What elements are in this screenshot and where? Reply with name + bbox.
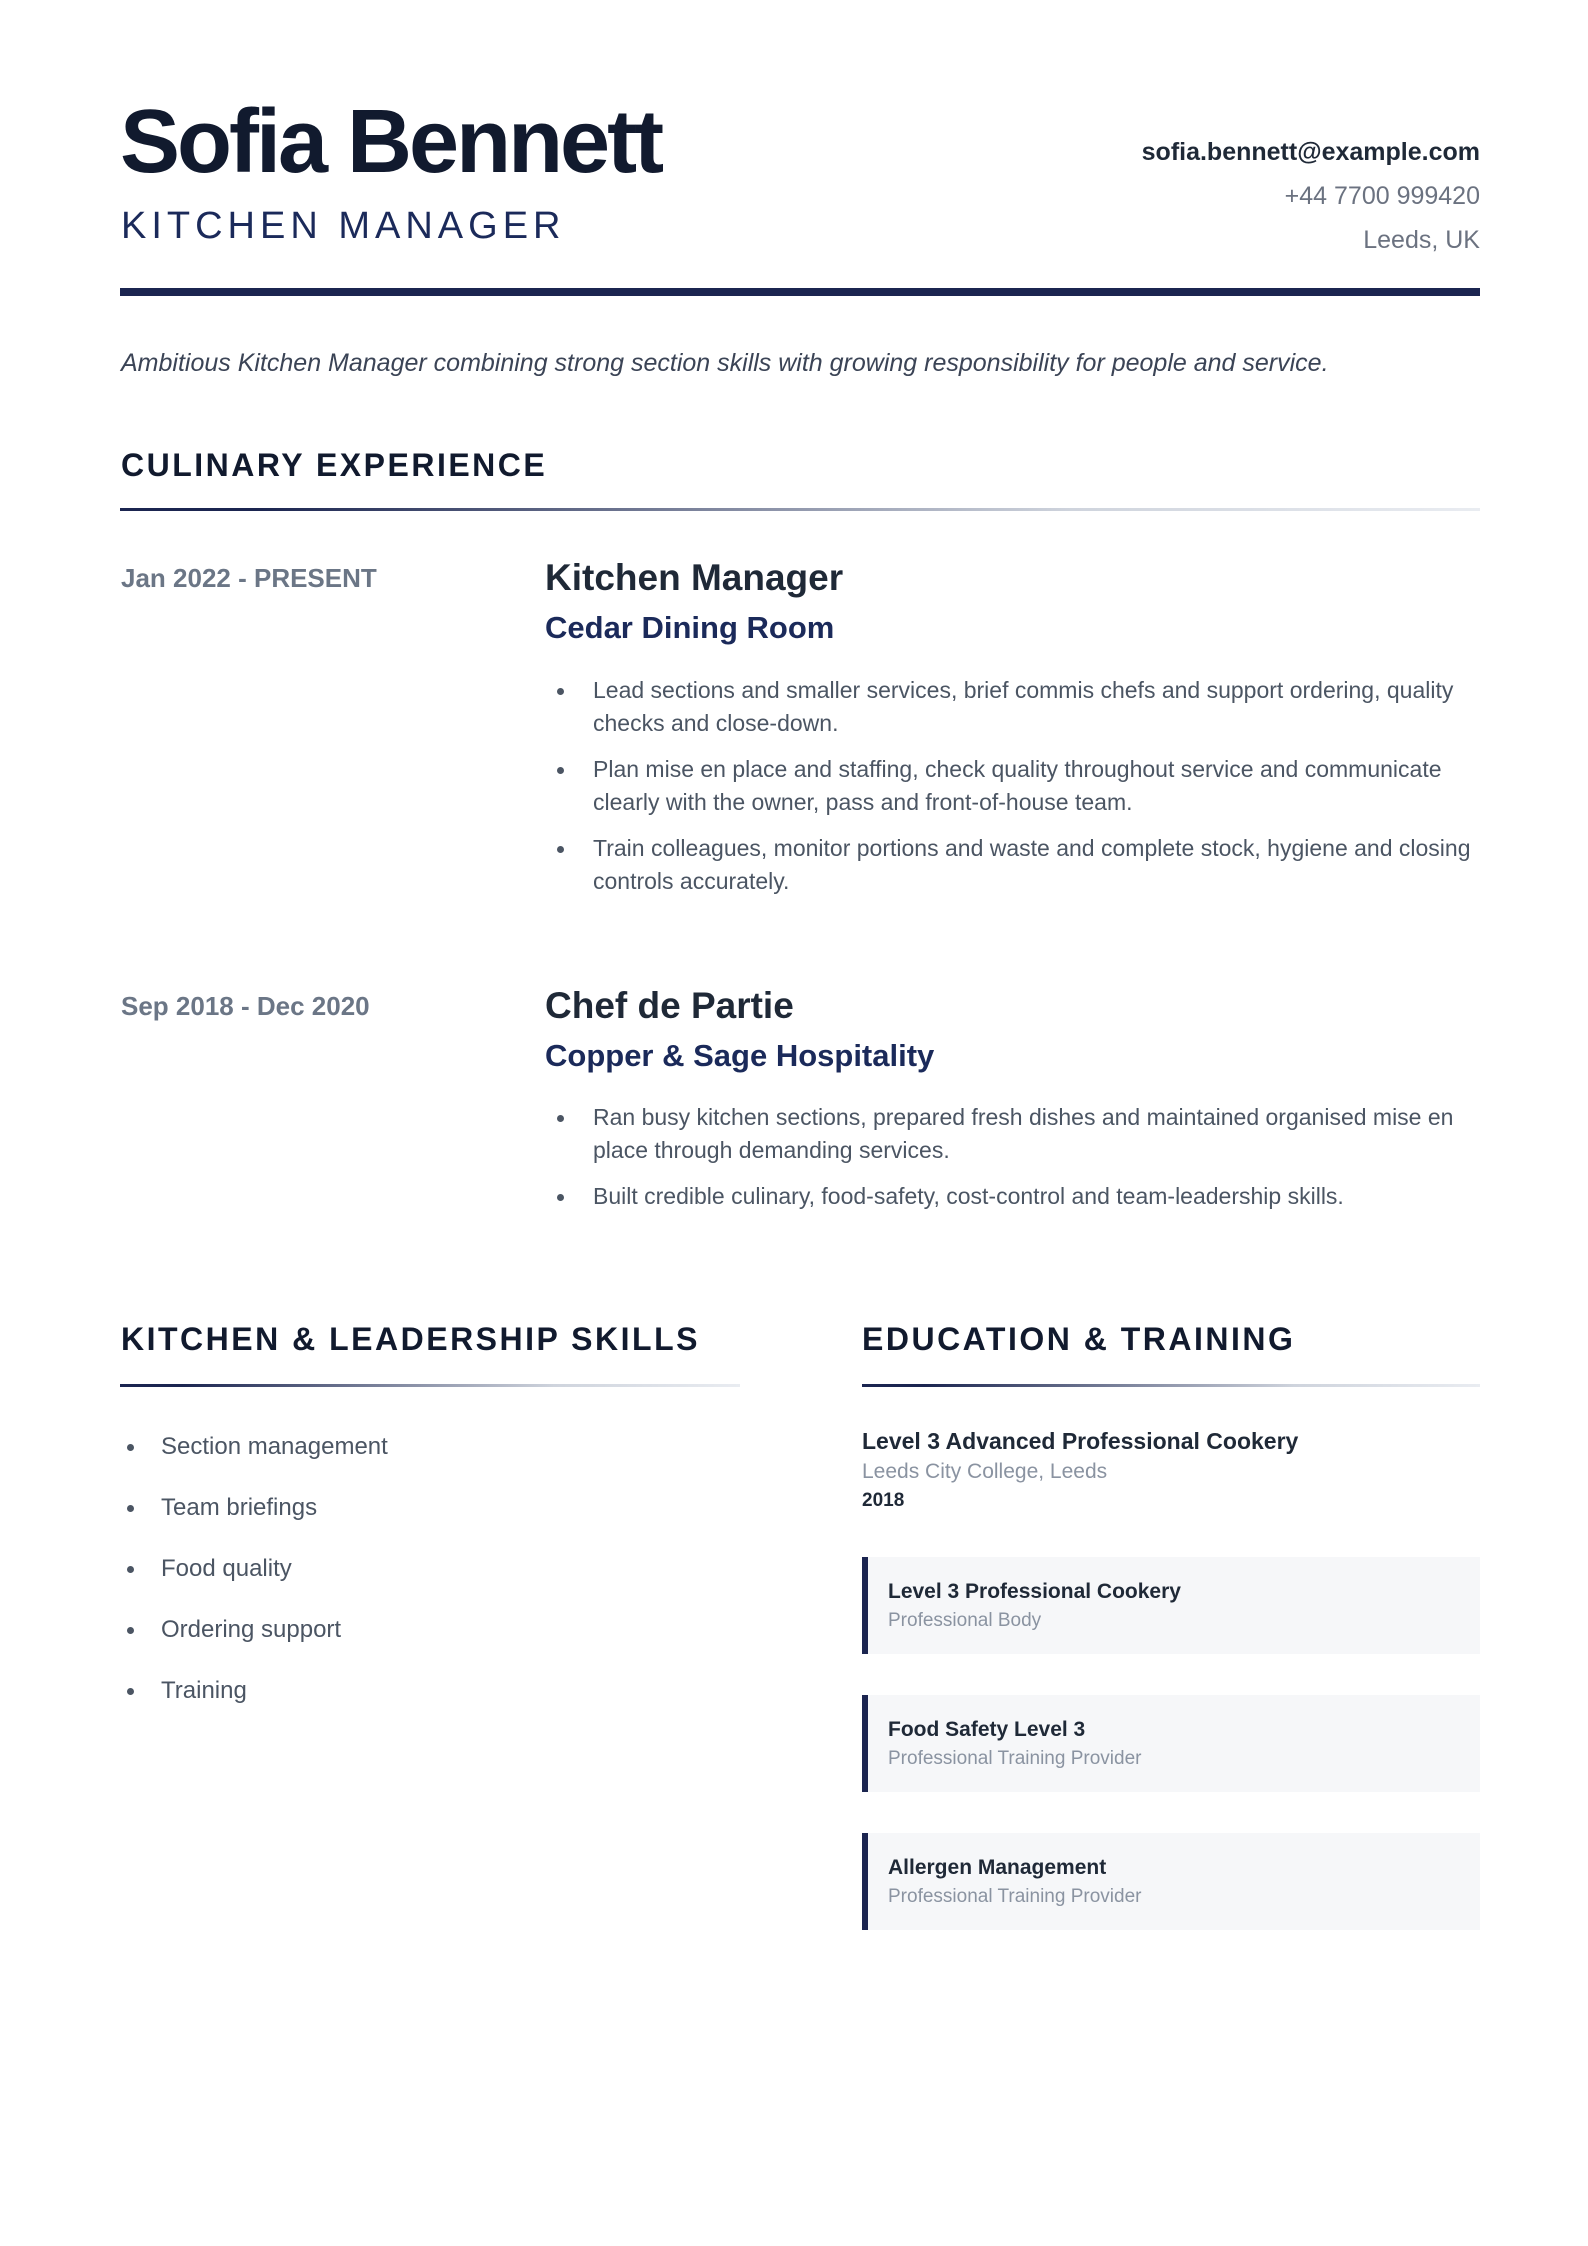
- candidate-name: Sofia Bennett: [120, 92, 662, 192]
- profile-summary: Ambitious Kitchen Manager combining strong section skills with growing responsibility for people and service.: [121, 349, 1329, 377]
- bullet-text: Train colleagues, monitor portions and waste and complete stock, hygiene and closing controls accurately.: [593, 835, 1471, 894]
- job-dates: Sep 2018 - Dec 2020: [121, 991, 370, 1021]
- cert-org: Professional Body: [888, 1610, 1042, 1631]
- cert-name: Allergen Management: [888, 1856, 1107, 1879]
- institution: Leeds City College, Leeds: [862, 1460, 1108, 1483]
- list-item: [545, 1101, 1480, 1167]
- bullet-icon: [127, 1566, 134, 1573]
- skill-text: Ordering support: [161, 1616, 342, 1643]
- cert-name: Food Safety Level 3: [888, 1718, 1086, 1741]
- skill-text: Section management: [161, 1433, 388, 1460]
- list-item: [545, 832, 1480, 898]
- bullet-icon: [127, 1627, 134, 1634]
- job-role: KITCHEN MANAGER: [121, 205, 566, 247]
- graduation-year: 2018: [862, 1490, 905, 1511]
- bullet-icon: [557, 846, 564, 853]
- cert-org: Professional Training Provider: [888, 1886, 1142, 1907]
- certification-card: [862, 1557, 1480, 1654]
- bullet-text: Plan mise en place and staffing, check quality throughout service and communicate clearly with the owner, pass and front-of-house team.: [593, 756, 1442, 815]
- job-bullets: [545, 1101, 1480, 1226]
- header-divider: [120, 288, 1480, 296]
- bullet-text: Ran busy kitchen sections, prepared fresh dishes and maintained organised mise en place through demanding services.: [593, 1104, 1454, 1163]
- section-divider-experience: [120, 508, 1480, 511]
- email-link[interactable]: sofia.bennett@example.com: [1141, 138, 1480, 166]
- job-company: Cedar Dining Room: [545, 610, 835, 645]
- certification-card: [862, 1833, 1480, 1930]
- skill-text: Training: [161, 1677, 247, 1704]
- section-divider-skills: [120, 1384, 740, 1387]
- list-item: [545, 1180, 1480, 1213]
- job-title: Kitchen Manager: [545, 557, 844, 598]
- certification-card: [862, 1695, 1480, 1792]
- job-bullets: [545, 674, 1480, 911]
- job-dates: Jan 2022 - PRESENT: [121, 563, 377, 593]
- bullet-text: Lead sections and smaller services, brief commis chefs and support ordering, quality checks and close-down.: [593, 677, 1454, 736]
- job-title: Chef de Partie: [545, 985, 794, 1026]
- list-item: [121, 1552, 388, 1613]
- section-title-skills: KITCHEN & LEADERSHIP SKILLS: [121, 1321, 700, 1357]
- location: Leeds, UK: [1363, 226, 1480, 254]
- bullet-icon: [127, 1688, 134, 1695]
- education-entry: [862, 1425, 1298, 1515]
- list-item: [121, 1674, 388, 1735]
- skills-list: [121, 1430, 388, 1735]
- section-title-experience: CULINARY EXPERIENCE: [121, 447, 548, 483]
- skill-text: Team briefings: [161, 1494, 318, 1521]
- bullet-icon: [557, 1194, 564, 1201]
- phone-number: +44 7700 999420: [1284, 182, 1480, 210]
- bullet-icon: [127, 1505, 134, 1512]
- list-item: [545, 753, 1480, 819]
- list-item: [545, 674, 1480, 740]
- bullet-text: Built credible culinary, food-safety, cost-control and team-leadership skills.: [593, 1183, 1344, 1209]
- section-title-education: EDUCATION & TRAINING: [862, 1321, 1296, 1357]
- bullet-icon: [557, 767, 564, 774]
- skill-text: Food quality: [161, 1555, 292, 1582]
- cert-name: Level 3 Professional Cookery: [888, 1580, 1181, 1603]
- bullet-icon: [557, 1115, 564, 1122]
- list-item: [121, 1613, 388, 1674]
- list-item: [121, 1430, 388, 1491]
- bullet-icon: [127, 1444, 134, 1451]
- contact-block: [1142, 130, 1480, 262]
- job-company: Copper & Sage Hospitality: [545, 1038, 935, 1073]
- bullet-icon: [557, 688, 564, 695]
- section-divider-education: [862, 1384, 1480, 1387]
- cert-org: Professional Training Provider: [888, 1748, 1142, 1769]
- list-item: [121, 1491, 388, 1552]
- degree-title: Level 3 Advanced Professional Cookery: [862, 1428, 1299, 1454]
